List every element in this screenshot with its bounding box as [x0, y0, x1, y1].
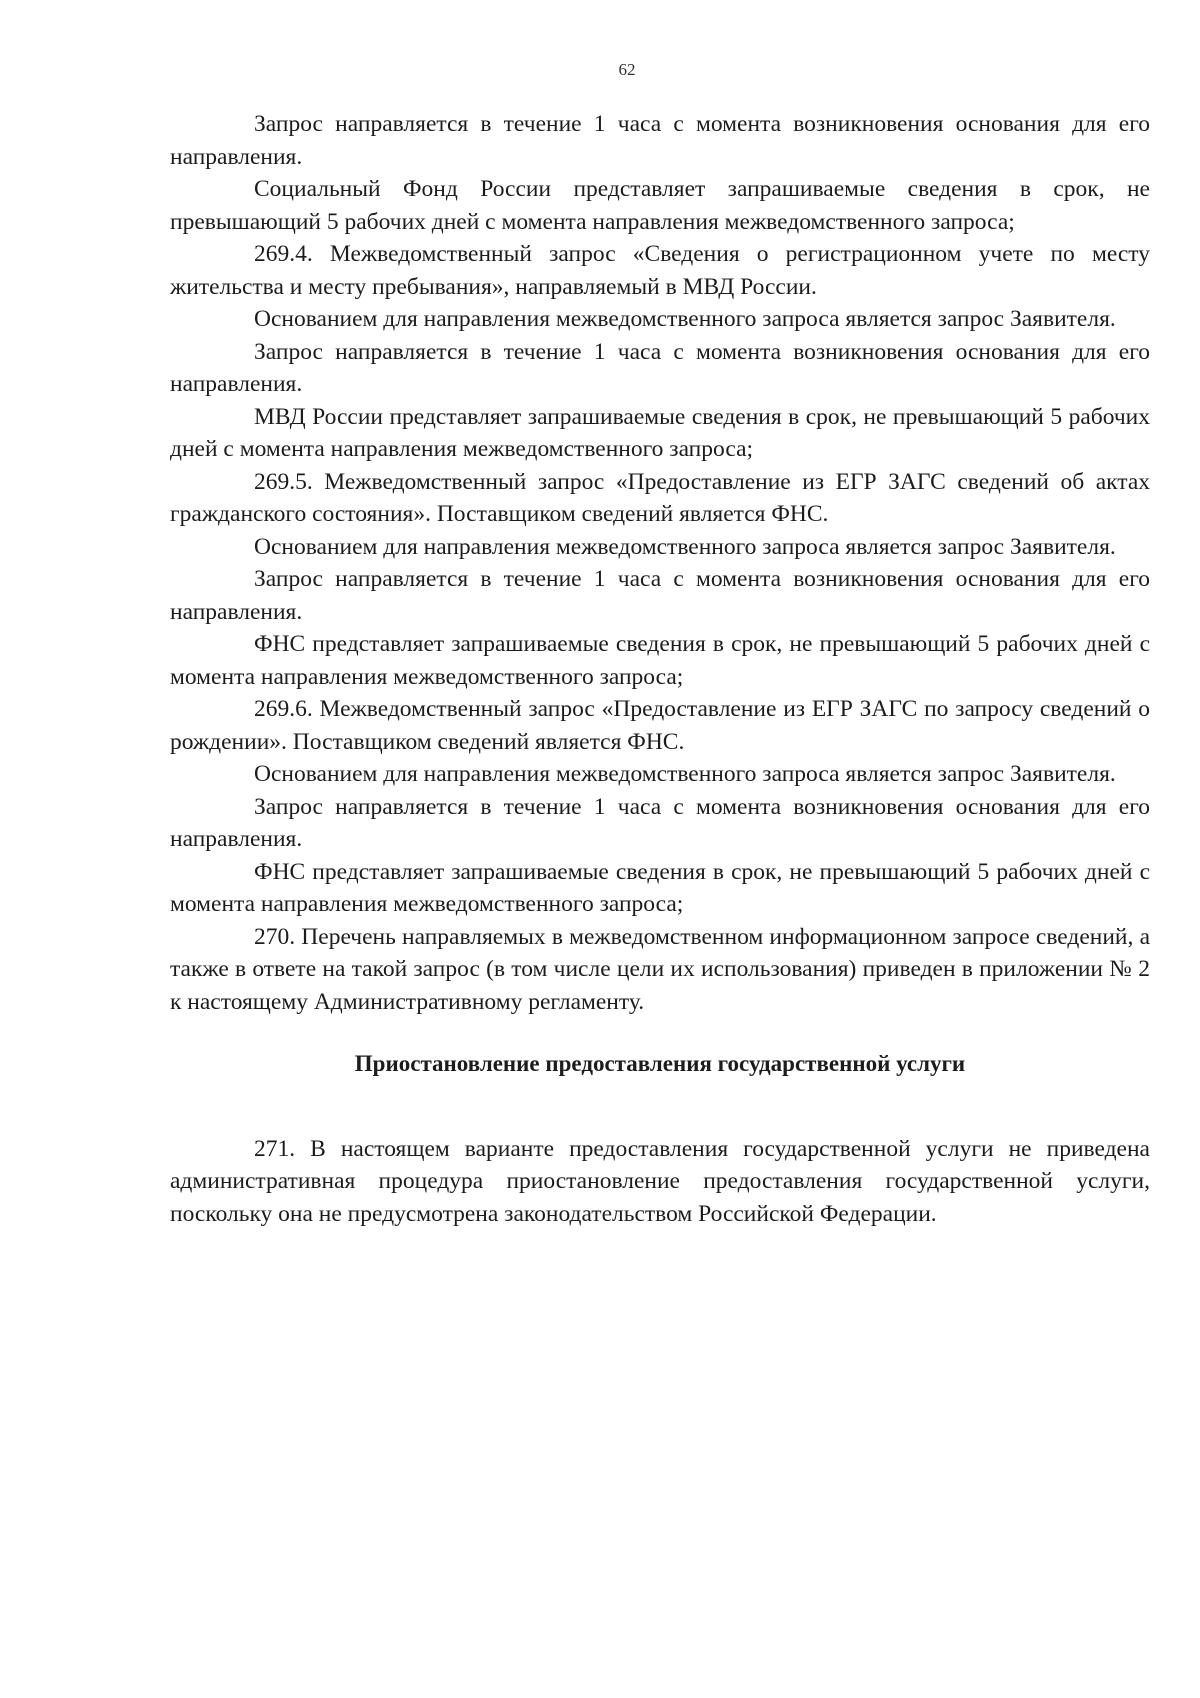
- paragraph: МВД России представляет запрашиваемые сведения в срок, не превышающий 5 рабочих дней с момента направления межведомственного запроса;: [170, 403, 1150, 462]
- paragraph: ФНС представляет запрашиваемые сведения в срок, не превышающий 5 рабочих дней с момента направления межведомственного запроса;: [170, 858, 1150, 917]
- paragraph: Основанием для направления межведомственного запроса является запрос Заявителя.: [254, 306, 1116, 332]
- document-body: [170, 108, 1150, 1230]
- paragraph: 269.5. Межведомственный запрос «Предоставление из ЕГР ЗАГС сведений об актах гражданского состояния». Поставщиком сведений является ФНС.: [170, 468, 1150, 527]
- paragraph: Запрос направляется в течение 1 часа с момента возникновения основания для его направления.: [170, 111, 1150, 170]
- paragraph: 269.4. Межведомственный запрос «Сведения о регистрационном учете по месту жительства и месту пребывания», направляемый в МВД России.: [170, 241, 1150, 300]
- paragraph: 271. В настоящем варианте предоставления государственной услуги не приведена административная процедура приостановление предоставления государственной услуги, поскольку она не предусмотрена законодательством Российской Федерации.: [170, 1135, 1150, 1227]
- page-number: 62: [618, 60, 636, 79]
- paragraph: Запрос направляется в течение 1 часа с момента возникновения основания для его направления.: [170, 566, 1150, 625]
- section-heading: Приостановление предоставления государственной услуги: [354, 1051, 966, 1076]
- paragraph: 269.6. Межведомственный запрос «Предоставление из ЕГР ЗАГС по запросу сведений о рождении». Поставщиком сведений является ФНС.: [170, 696, 1150, 755]
- paragraph: ФНС представляет запрашиваемые сведения в срок, не превышающий 5 рабочих дней с момента направления межведомственного запроса;: [170, 631, 1150, 690]
- paragraph: 270. Перечень направляемых в межведомственном информационном запросе сведений, а также в ответе на такой запрос (в том числе цели их использования) приведен в приложении № 2 к настоящему Административному регламенту.: [170, 923, 1150, 1015]
- paragraph: Запрос направляется в течение 1 часа с момента возникновения основания для его направления.: [170, 338, 1150, 397]
- paragraph: Основанием для направления межведомственного запроса является запрос Заявителя.: [254, 533, 1116, 560]
- paragraph: Основанием для направления межведомственного запроса является запрос Заявителя.: [254, 761, 1116, 787]
- paragraph: Запрос направляется в течение 1 часа с момента возникновения основания для его направления.: [170, 793, 1150, 852]
- paragraph: Социальный Фонд России представляет запрашиваемые сведения в срок, не превышающий 5 рабочих дней с момента направления межведомственного запроса;: [170, 176, 1150, 235]
